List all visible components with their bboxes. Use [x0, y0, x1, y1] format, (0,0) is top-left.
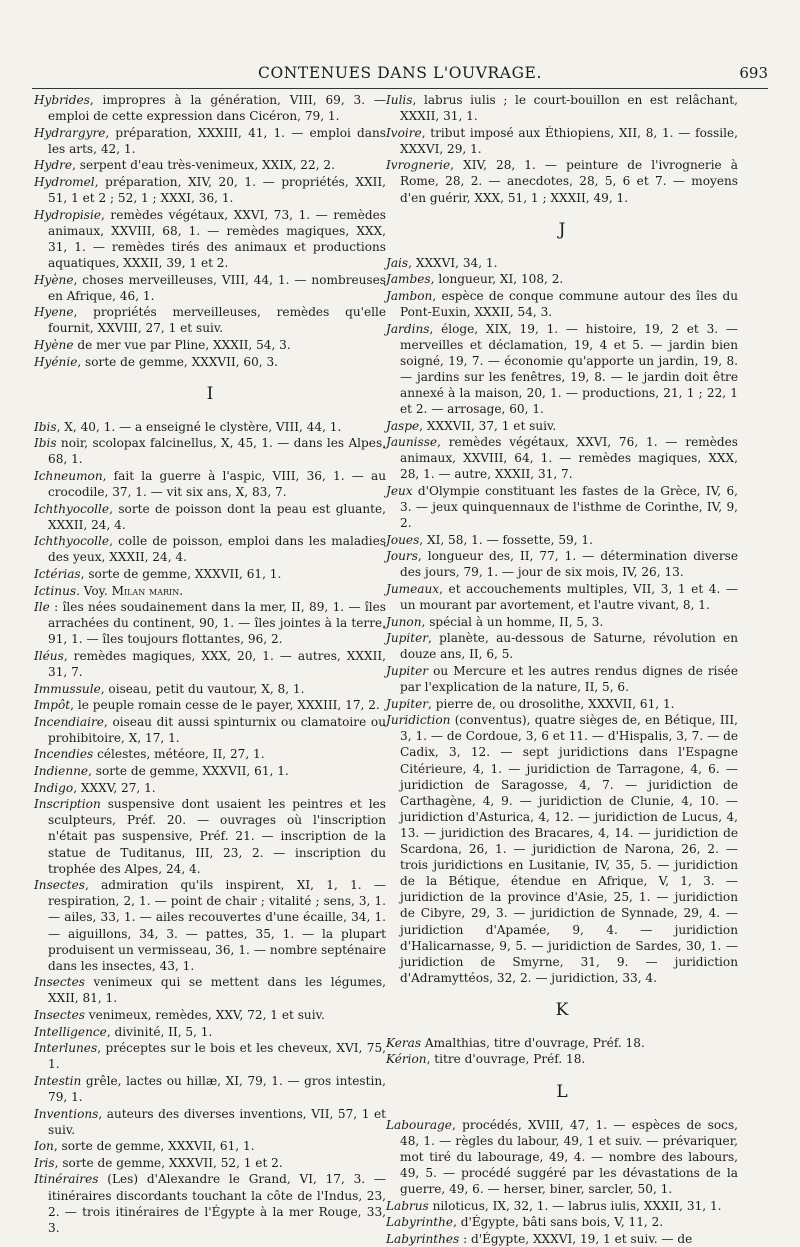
entry-headword: Iulis	[386, 93, 413, 107]
entry-headword: Incendiaire	[34, 714, 104, 729]
left-column	[34, 92, 386, 1236]
entry-text: , sorte de gemme, XXXVII, 61, 1.	[53, 1139, 255, 1154]
entry-text: , oiseau, petit du vautour, X, 8, 1.	[100, 681, 305, 696]
index-entry	[34, 435, 386, 467]
entry-headword: Labrus	[386, 1198, 429, 1213]
index-entry	[34, 419, 386, 435]
entry-text: , sorte de gemme, XXXVII, 61, 1.	[88, 764, 289, 779]
index-entry	[386, 663, 738, 695]
entry-text: , XXXV, 27, 1.	[73, 780, 156, 795]
entry-text: , pierre de, ou drosolithe, XXXVII, 61, 1.	[428, 696, 675, 711]
index-entry	[34, 533, 386, 565]
entry-headword: Jumeaux	[386, 582, 440, 597]
entry-text: , procédés, XVIII, 47, 1. — espèces de socs, 48, 1. — règles du labour, 49, 1 et suiv. — prévariquer, mot tiré du labourage, 49, 4. — nombre des labours, 49, 5. — procédé suggéré par les dévastations de la guerre, 49, 6. — herser, biner, sarcler, 50, 1.	[400, 1117, 738, 1196]
entry-text: , sorte de gemme, XXXVII, 52, 1 et 2.	[54, 1155, 283, 1170]
entry-headword: Ichthyocolle	[34, 534, 110, 549]
entry-text: , XI, 58, 1. — fossette, 59, 1.	[419, 532, 593, 547]
index-entry	[34, 125, 386, 157]
index-entry	[34, 354, 386, 370]
entry-headword: Jambes	[386, 272, 431, 287]
entry-headword: Jaunisse	[386, 435, 438, 450]
index-entry	[386, 532, 738, 548]
entry-headword: Insectes	[34, 878, 85, 893]
entry-text: , divinité, II, 5, 1.	[106, 1024, 213, 1039]
entry-headword: Labyrinthe	[386, 1215, 454, 1230]
entry-headword: Iléus	[34, 648, 64, 663]
index-entry	[34, 304, 386, 336]
entry-headword: Indigo	[34, 780, 74, 795]
entry-headword: Hyénie	[34, 354, 78, 369]
entry-headword: Inscription	[34, 797, 101, 812]
index-entry	[386, 1117, 738, 1197]
entry-text: , et accouchements multiples, VII, 3, 1 et 4. — un mourant par avortement, et l'autre vivant, 8, 1.	[400, 582, 738, 613]
index-entry	[34, 714, 386, 746]
entry-headword: Ile	[34, 600, 50, 615]
entry-text: , choses merveilleuses, VIII, 44, 1. — nombreuses en Afrique, 46, 1.	[48, 272, 386, 303]
entry-headword: Hydre	[34, 158, 73, 173]
entry-headword: Ibis	[34, 419, 57, 434]
entry-text: , XIV, 28, 1. — peinture de l'ivrognerie à Rome, 28, 2. — anecdotes, 28, 5, 6 et 7. — moyens d'en guérir, XXX, 51, 1 ; XXXII, 49, 1.	[400, 158, 738, 205]
entry-text: , longueur des, II, 77, 1. — détermination diverse des jours, 79, 1. — jour de six mois, IV, 26, 13.	[400, 549, 738, 580]
entry-headword: Hybrides	[34, 93, 90, 107]
entry-text: (Les) d'Alexandre le Grand, VI, 17, 3. — itinéraires discordants touchant la côte de l'Indus, 23, 2. — trois itinéraires de l'Égypte à la mer Rouge, 33, 3.	[48, 1172, 386, 1235]
index-entry	[34, 697, 386, 713]
index-entry	[386, 321, 738, 418]
index-entry	[34, 1040, 386, 1072]
entry-headword: Labyrinthes	[386, 1231, 460, 1246]
entry-headword: Jours	[386, 549, 418, 564]
entry-text: , X, 40, 1. — a enseigné le clystère, VIII, 44, 1.	[56, 419, 342, 434]
section-letter: I	[206, 383, 214, 404]
index-entry	[386, 696, 738, 712]
index-entry	[34, 780, 386, 796]
index-entry	[34, 1138, 386, 1154]
index-entry	[386, 630, 738, 662]
entry-cross-reference: Milan marin	[111, 583, 180, 598]
index-entry	[386, 125, 738, 157]
entry-text: , remèdes végétaux, XXVI, 76, 1. — remèdes animaux, XXVIII, 64, 1. — remèdes magiques, XXX, 28, 1. — autre, XXXII, 31, 7.	[400, 435, 738, 482]
entry-headword: Ivoire	[386, 125, 422, 140]
entry-text: , XXXVII, 37, 1 et suiv.	[419, 418, 557, 433]
entry-text: de mer vue par Pline, XXXII, 54, 3.	[73, 337, 291, 352]
entry-text: niloticus, IX, 32, 1. — labrus iulis, XXXII, 31, 1.	[428, 1198, 722, 1213]
right-column	[386, 92, 738, 1247]
entry-text: , fait la guerre à l'aspic, VIII, 36, 1. — au crocodile, 37, 1. — vit six ans, X, 83, 7.	[48, 468, 386, 499]
entry-headword: Labourage	[386, 1117, 452, 1132]
section-letter: L	[556, 1081, 568, 1102]
index-entry	[34, 681, 386, 697]
entry-headword: Jaspe	[386, 418, 420, 433]
entry-headword: Keras	[386, 1035, 422, 1050]
index-entry	[386, 157, 738, 205]
index-entry	[386, 434, 738, 482]
index-entry	[34, 1171, 386, 1235]
entry-text: : d'Égypte, XXXVI, 19, 1 et suiv. — de	[459, 1231, 693, 1246]
entry-text: : îles nées soudainement dans la mer, II, 89, 1. — îles arrachées du continent, 90, 1. — îles jointes à la terre, 91, 1. — îles toujours flottantes, 96, 2.	[48, 600, 386, 647]
entry-headword: Ion	[34, 1139, 54, 1154]
entry-text: , admiration qu'ils inspirent, XI, 1, 1. — respiration, 2, 1. — point de chair ; vitalité ; sens, 3, 1. — ailes, 33, 1. — ailes recouvertes d'une écaille, 34, 1. — aiguillons, 34, 3. — pattes, 35, 1. — la plupart produisent un vermisseau, 36, 1. — nombre septénaire dans les insectes, 43, 1.	[48, 878, 386, 973]
entry-text: venimeux qui se mettent dans les légumes, XXII, 81, 1.	[48, 975, 386, 1006]
entry-headword: Jais	[386, 255, 409, 270]
entry-headword: Iris	[34, 1155, 55, 1170]
entry-text: , sorte de gemme, XXXVII, 60, 3.	[77, 354, 279, 369]
entry-text: , sorte de gemme, XXXVII, 61, 1.	[80, 566, 282, 581]
entry-headword: Joues	[386, 532, 420, 547]
entry-headword: Intestin	[34, 1073, 82, 1088]
entry-text: noir, scolopax falcinellus, X, 45, 1. — dans les Alpes, 68, 1.	[48, 436, 386, 467]
entry-headword: Ibis	[34, 436, 57, 451]
index-entry	[34, 207, 386, 271]
entry-headword: Impôt	[34, 698, 71, 713]
index-entry	[386, 92, 738, 124]
index-entry	[34, 174, 386, 206]
index-entry	[34, 763, 386, 779]
index-entry	[386, 614, 738, 630]
entry-headword: Juridiction	[386, 713, 451, 728]
index-entry	[34, 468, 386, 500]
index-entry	[34, 877, 386, 974]
entry-headword: Inventions	[34, 1106, 99, 1121]
entry-headword: Junon	[386, 614, 422, 629]
entry-text: , planète, au-dessous de Saturne, révolution en douze ans, II, 6, 5.	[400, 631, 738, 662]
index-entry	[386, 1214, 738, 1230]
entry-text: venimeux, remèdes, XXV, 72, 1 et suiv.	[84, 1007, 325, 1022]
index-entry	[34, 337, 386, 353]
index-entry	[386, 1231, 738, 1247]
index-entry	[34, 1073, 386, 1105]
entry-text: . Voy.	[76, 583, 112, 598]
entry-headword: Insectes	[34, 975, 85, 990]
header-title: CONTENUES DANS L'OUVRAGE.	[257, 64, 542, 82]
entry-text: , serpent d'eau très-venimeux, XXIX, 22, 2.	[72, 158, 335, 173]
entry-text: , préceptes sur le bois et les cheveux, XVI, 75, 1.	[48, 1041, 386, 1072]
entry-headword: Ichthyocolle	[34, 501, 110, 516]
entry-text: , longueur, XI, 108, 2.	[430, 272, 564, 287]
entry-text-end: .	[179, 583, 184, 598]
entry-text: , impropres à la génération, VIII, 69, 3. — emploi de cette expression dans Cicéron, 79, 1.	[48, 93, 386, 124]
index-entry	[386, 1198, 738, 1214]
entry-text: suspensive dont usaient les peintres et les sculpteurs, Préf. 20. — ouvrages où l'inscription n'était pas suspensive, Préf. 21. — inscription de la statue de Tuditanus, III, 23, 2. — inscription du trophée des Alpes, 24, 4.	[48, 797, 386, 876]
entry-headword: Indienne	[34, 764, 89, 779]
entry-text: , tribut imposé aux Éthiopiens, XII, 8, 1. — fossile, XXXVI, 29, 1.	[400, 125, 738, 156]
entry-headword: Hydromel	[34, 174, 95, 189]
entry-headword: Ictinus	[34, 583, 77, 598]
index-entry	[34, 1106, 386, 1138]
page-number: 693	[739, 64, 768, 82]
entry-text: , préparation, XIV, 20, 1. — propriétés, XXII, 51, 1 et 2 ; 52, 1 ; XXXI, 36, 1.	[48, 174, 386, 206]
entry-text: , labrus iulis ; le court-bouillon en est relâchant, XXXII, 31, 1.	[400, 93, 738, 124]
index-entry	[34, 583, 386, 599]
index-entry	[34, 272, 386, 304]
entry-headword: Intelligence	[34, 1024, 107, 1039]
entry-text: , le peuple romain cesse de le payer, XXXIII, 17, 2.	[70, 698, 380, 713]
section-letter: K	[555, 999, 569, 1020]
index-entry	[386, 548, 738, 580]
entry-text: , éloge, XIX, 19, 1. — histoire, 19, 2 et 3. — merveilles et déclamation, 19, 4 et 5. — jardin bien soigné, 19, 7. — économie qu'apporte un jardin, 19, 8. — jardins sur les fenêtres, 19, 8. — le jardin doit être annexé à la maison, 20, 1. — productions, 21, 1 ; 22, 1 et 2. — arrosage, 60, 1.	[400, 321, 738, 416]
entry-headword: Ictérias	[34, 566, 81, 581]
index-entry	[34, 501, 386, 533]
entry-headword: Jupiter	[386, 664, 429, 678]
index-entry	[34, 92, 386, 124]
entry-headword: Ichneumon	[34, 468, 103, 483]
entry-headword: Itinéraires	[34, 1172, 99, 1187]
index-entry	[386, 483, 738, 531]
entry-text: (conventus), quatre sièges de, en Bétique, III, 3, 1. — de Cordoue, 3, 6 et 11. — d'Hispalis, 3, 7. — de Cadix, 3, 12. — sept juridictions dans l'Espagne Citérieure, 4, 1. — juridiction de Tarragone, 4, 6. — juridiction de Saragosse, 4, 7. — juridiction de Carthagène, 4, 9. — juridiction de Clunie, 4, 10. — juridiction d'Asturica, 4, 12. — juridiction de Lucus, 4, 13. — juridiction des Bracares, 4, 14. — juridiction de Scardona, 26, 1. — juridiction de Narona, 26, 2. — trois juridictions en Lusitanie, IV, 35, 5. — juridiction de la Bétique, étendue en Afrique, V, 1, 3. — juridiction de la province d'Asie, 25, 1. — juridiction de Cibyre, 29, 3. — juridiction de Synnade, 29, 4. — juridiction d'Apamée, 9, 4. — juridiction d'Halicarnasse, 9, 5. — juridiction de Sardes, 30, 1. — juridiction de Smyrne, 31, 9. — juridiction d'Adramyttéos, 32, 2. — juridiction, 33, 4.	[400, 713, 738, 985]
index-entry	[34, 157, 386, 173]
index-entry	[34, 1155, 386, 1171]
index-entry	[386, 288, 738, 320]
index-entry	[34, 746, 386, 762]
entry-headword: Incendies	[34, 747, 94, 762]
index-entry	[34, 599, 386, 647]
entry-text: , oiseau dit aussi spinturnix ou clamatoire ou prohibitoire, X, 17, 1.	[48, 714, 386, 745]
entry-text: , auteurs des diverses inventions, VII, 57, 1 et suiv.	[48, 1106, 386, 1137]
entry-headword: Kérion	[386, 1052, 427, 1067]
entry-text: , remèdes végétaux, XXVI, 73, 1. — remèdes animaux, XXVIII, 68, 1. — remèdes magiques, XXX, 31, 1. — remèdes tirés des animaux et productions aquatiques, XXXII, 39, 1 et 2.	[48, 207, 386, 270]
entry-headword: Hyene	[34, 305, 74, 320]
index-entry	[34, 1007, 386, 1023]
entry-headword: Jupiter	[386, 696, 429, 711]
entry-text: d'Olympie constituant les fastes de la Grèce, IV, 6, 3. — jeux quinquennaux de l'isthme de Corinthe, IV, 9, 2.	[400, 483, 738, 531]
index-entry	[386, 1035, 738, 1051]
index-entry	[386, 712, 738, 986]
entry-text: , propriétés merveilleuses, remèdes qu'elle fournit, XXVIII, 27, 1 et suiv.	[48, 305, 386, 336]
index-entry	[34, 1024, 386, 1040]
entry-headword: Jardins	[386, 321, 430, 336]
index-entry	[386, 255, 738, 271]
entry-text: , d'Égypte, bâti sans bois, V, 11, 2.	[453, 1215, 664, 1230]
index-entry	[34, 566, 386, 582]
index-entry	[386, 271, 738, 287]
entry-text: , espèce de conque commune autour des îles du Pont-Euxin, XXXII, 54, 3.	[400, 288, 738, 319]
index-entry	[34, 648, 386, 680]
entry-text: , sorte de poisson dont la peau est gluante, XXXII, 24, 4.	[48, 501, 386, 532]
entry-headword: Hyène	[34, 337, 74, 352]
entry-headword: Jupiter	[386, 631, 429, 646]
entry-text: ou Mercure et les autres rendus dignes de risée par l'explication de la nature, II, 5, 6.	[400, 664, 738, 695]
entry-headword: Hydrargyre	[34, 125, 106, 140]
entry-headword: Immussule	[34, 681, 101, 696]
index-entry	[386, 581, 738, 613]
entry-headword: Hyène	[34, 272, 74, 287]
index-entry	[34, 796, 386, 876]
index-entry	[386, 418, 738, 434]
entry-headword: Jambon	[386, 288, 433, 303]
entry-text: , titre d'ouvrage, Préf. 18.	[426, 1052, 586, 1067]
entry-text: , préparation, XXXIII, 41, 1. — emploi dans les arts, 42, 1.	[48, 125, 386, 156]
section-letter: J	[558, 219, 566, 240]
entry-text: Amalthias, titre d'ouvrage, Préf. 18.	[421, 1035, 645, 1050]
index-entry	[386, 1051, 738, 1067]
entry-text: , spécial à un homme, II, 5, 3.	[421, 614, 604, 629]
entry-headword: Insectes	[34, 1007, 85, 1022]
entry-text: grêle, lactes ou hillæ, XI, 79, 1. — gros intestin, 79, 1.	[48, 1073, 386, 1104]
entry-text: , remèdes magiques, XXX, 20, 1. — autres, XXXII, 31, 7.	[48, 648, 386, 679]
entry-text: , XXXVI, 34, 1.	[408, 255, 498, 270]
entry-text: célestes, météore, II, 27, 1.	[93, 747, 265, 762]
index-entry	[34, 974, 386, 1006]
running-header	[32, 62, 768, 89]
entry-headword: Ivrognerie	[386, 158, 451, 173]
entry-headword: Jeux	[386, 483, 413, 498]
entry-headword: Hydropisie	[34, 207, 102, 222]
entry-headword: Interlunes	[34, 1041, 98, 1056]
entry-text: , colle de poisson, emploi dans les maladies des yeux, XXXII, 24, 4.	[48, 534, 386, 565]
